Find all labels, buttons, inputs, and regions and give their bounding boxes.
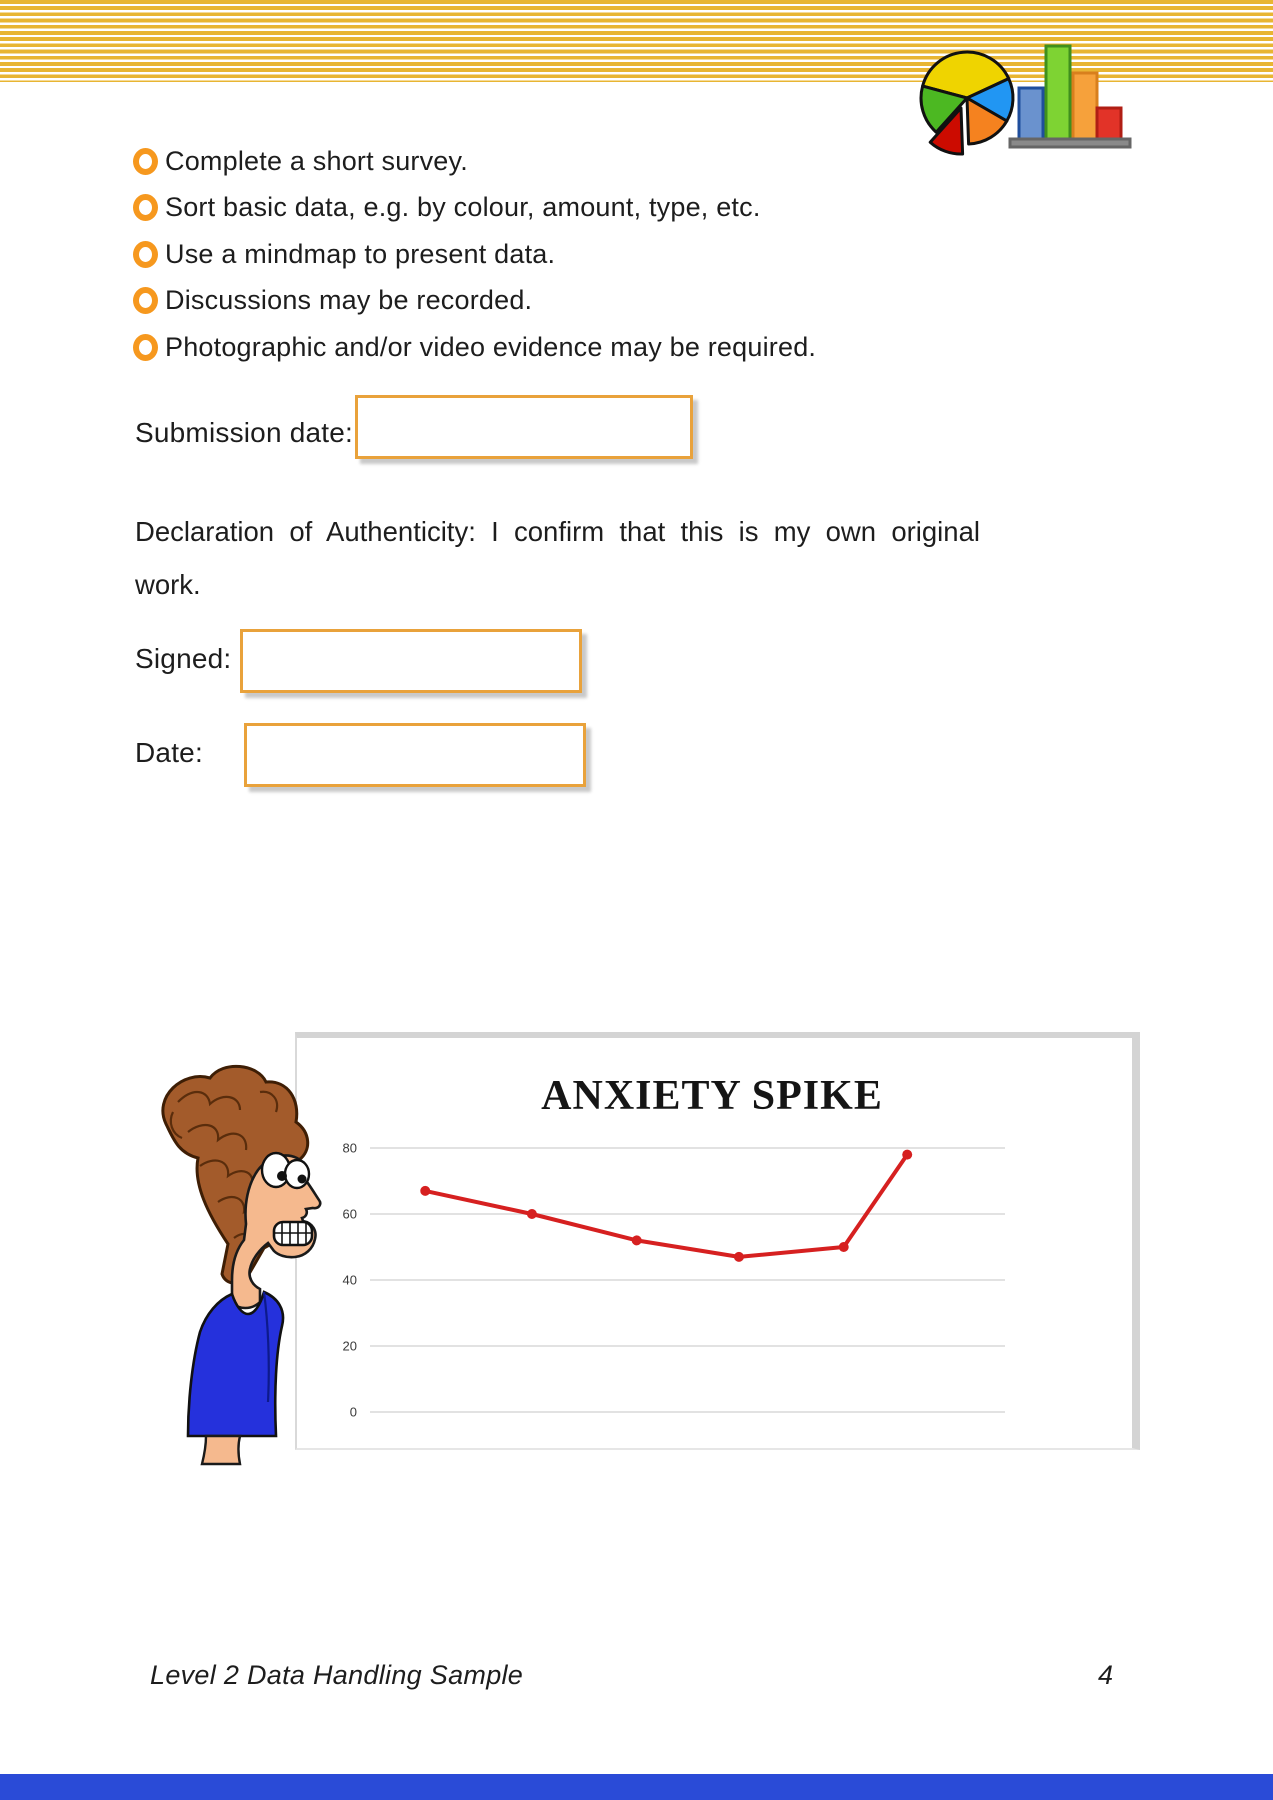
footer-title: Level 2 Data Handling Sample — [150, 1660, 524, 1690]
bullet-ring-icon — [133, 241, 158, 268]
bullet-ring-icon — [133, 334, 158, 361]
bullet-text: Complete a short survey. — [165, 145, 468, 176]
list-item — [133, 138, 1133, 185]
bullet-text: Photographic and/or video evidence may be required. — [165, 331, 817, 362]
bullet-text: Use a mindmap to present data. — [165, 238, 556, 269]
svg-text:60: 60 — [342, 1206, 357, 1222]
submission-date-label: Submission date: — [135, 417, 353, 448]
gritted-teeth — [274, 1222, 312, 1245]
bullet-ring-icon — [133, 194, 158, 221]
list-item — [133, 185, 1133, 232]
list-item — [133, 324, 1133, 371]
eye — [285, 1160, 309, 1188]
submission-date-input[interactable] — [355, 395, 693, 459]
list-item — [133, 231, 1133, 278]
anxiety-line-chart — [297, 1038, 1132, 1448]
declaration-text — [135, 505, 980, 611]
signed-input[interactable] — [240, 629, 582, 693]
date-input[interactable] — [244, 723, 586, 787]
bullet-ring-icon — [133, 148, 158, 175]
bottom-bar — [0, 1774, 1273, 1800]
list-item — [133, 278, 1133, 325]
chart-title: ANXIETY SPIKE — [541, 1073, 883, 1119]
bullet-list — [133, 138, 1133, 371]
svg-text:80: 80 — [342, 1140, 357, 1156]
page-number: 4 — [1098, 1660, 1114, 1690]
bullet-text: Sort basic data, e.g. by colour, amount, type, etc. — [165, 192, 761, 223]
svg-text:40: 40 — [342, 1272, 357, 1288]
date-label: Date: — [135, 737, 203, 768]
leg — [202, 1436, 240, 1464]
bullet-ring-icon — [133, 287, 158, 314]
bullet-text: Discussions may be recorded. — [165, 285, 533, 316]
signed-label: Signed: — [135, 643, 232, 674]
bar-chart-icon — [1010, 46, 1130, 147]
declaration-line2: work. — [135, 569, 201, 600]
chart-panel — [295, 1032, 1140, 1450]
svg-text:20: 20 — [342, 1338, 357, 1354]
declaration-line1: Declaration of Authenticity: I confirm that this is my own original — [135, 516, 980, 547]
cartoon-woman-illustration — [148, 1062, 324, 1466]
svg-text:0: 0 — [349, 1404, 357, 1420]
